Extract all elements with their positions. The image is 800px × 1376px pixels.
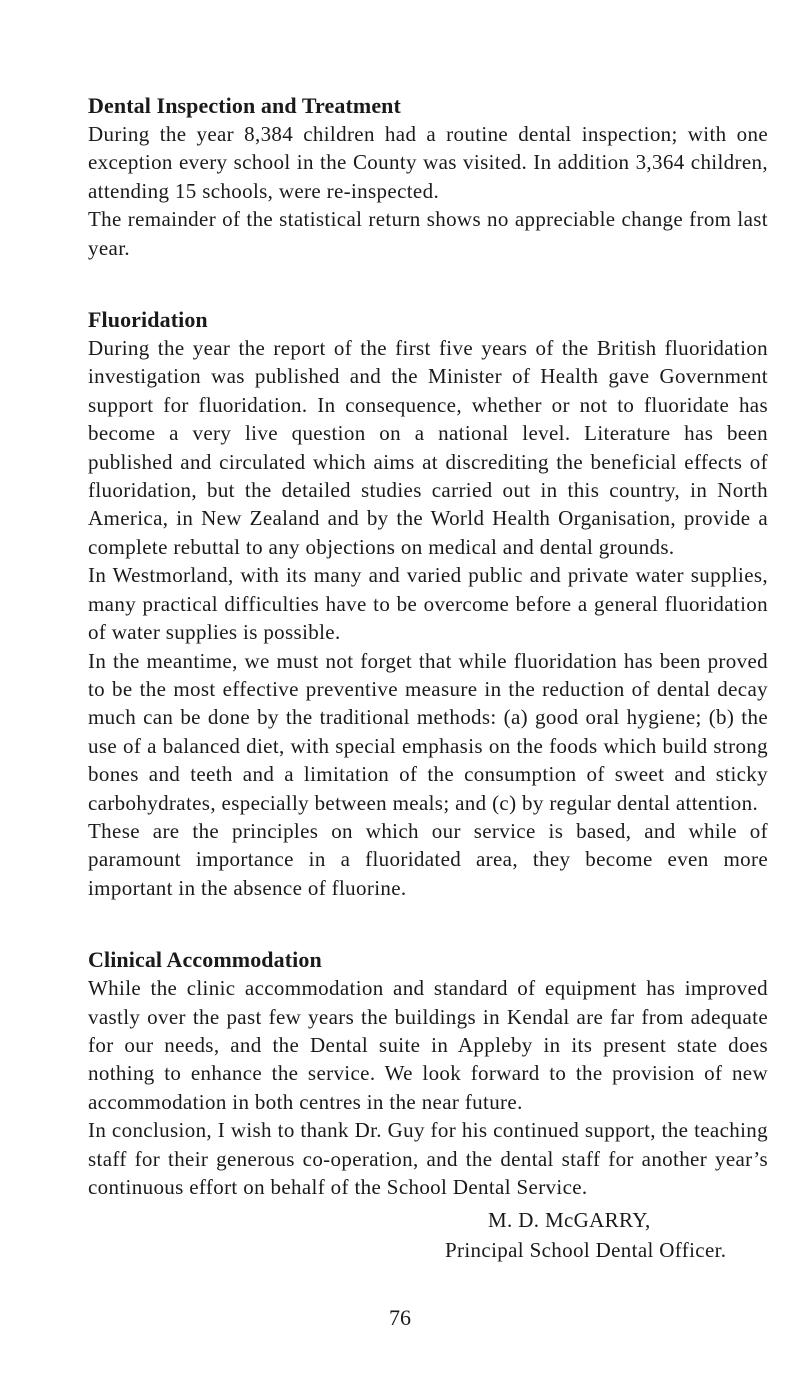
section-heading: Dental Inspection and Treatment: [88, 93, 401, 118]
paragraph: During the year 8,384 children had a routine dental inspection; with one exception every school in the County was visited. In addition 3,364 children, attending 15 schools, were re-inspected.: [88, 122, 768, 203]
signature-title: Principal School Dental Officer.: [445, 1238, 727, 1263]
paragraph: In Westmorland, with its many and varied public and private water supplies, many practical difficulties have to be overcome before a general fluoridation of water supplies is possible.: [88, 563, 768, 645]
paragraph: In conclusion, I wish to thank Dr. Guy for his continued support, the teaching staff for their generous co-operation, and the dental staff for another year’s continuous effort on behalf of the School Dental Service.: [88, 1118, 768, 1199]
section-fluoridation: [88, 306, 768, 902]
section-dental-inspection: [88, 92, 768, 262]
section-clinical-accommodation: [88, 946, 768, 1265]
paragraph: While the clinic accommodation and standard of equipment has improved vastly over the past few years the buildings in Kendal are far from adequate for our needs, and the Dental suite in Appleby in its present state does nothing to enhance the service. We look forward to the provision of new accommodation in both centres in the near future.: [88, 976, 768, 1114]
page-number: 76: [389, 1305, 411, 1330]
signature-block: [88, 1205, 768, 1265]
section-heading: Fluoridation: [88, 307, 208, 333]
document-page: [88, 92, 768, 1265]
paragraph: In the meantime, we must not forget that while fluoridation has been proved to be the most effective preventive measure in the reduction of dental decay much can be done by the traditional methods: (a) good oral hygiene; (b) the use of a balanced diet, with special emphasis on the foods which build strong bones and teeth and a limitation of the consumption of sweet and sticky carbohydrates, especially between meals; and (c) by regular dental attention.: [88, 648, 768, 815]
section-heading: Clinical Accommodation: [88, 947, 322, 973]
paragraph: The remainder of the statistical return shows no appreciable change from last year.: [88, 207, 768, 260]
paragraph: These are the principles on which our service is based, and while of paramount importance in a fluoridated area, they become even more important in the absence of fluorine.: [88, 818, 768, 900]
paragraph: During the year the report of the first five years of the British fluoridation investigation was published and the Minister of Health gave Government support for fluoridation. In consequence, whether or not to fluoridate has become a very live question on a national level. Literature has been published and circulated which aims at discrediting the beneficial effects of fluoridation, but the detailed studies carried out in this country, in North America, in New Zealand and by the World Health Organisation, provide a complete rebuttal to any objections on medical and dental grounds.: [88, 336, 768, 559]
signature-name: M. D. McGARRY,: [488, 1208, 651, 1233]
